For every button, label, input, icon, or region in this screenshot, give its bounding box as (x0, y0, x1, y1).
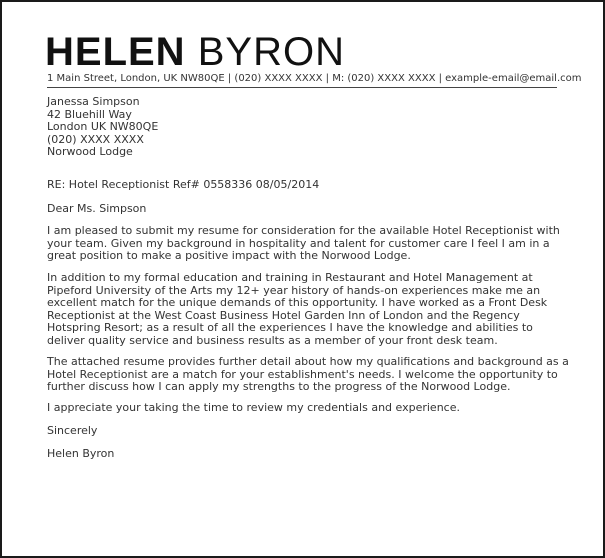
paragraph-intro: I am pleased to submit my resume for consideration for the available Hotel Receptionist with your team. Given my background in hospitality and talent for customer care I feel I am in a great position to make a positive impact with the Norwood Lodge. (47, 224, 560, 262)
subject-line: RE: Hotel Receptionist Ref# 0558336 08/05/2014 (47, 178, 320, 191)
closing: Sincerely (47, 424, 98, 437)
signature: Helen Byron (47, 447, 115, 460)
paragraph-thanks: I appreciate your taking the time to review my credentials and experience. (47, 401, 460, 414)
applicant-name (45, 30, 345, 74)
recipient-street: 42 Bluehill Way (47, 107, 132, 121)
recipient-company: Norwood Lodge (47, 145, 133, 158)
contact-line: 1 Main Street, London, UK NW80QE | (020) XXXX XXXX | M: (020) XXXX XXXX | example-email@email.com (47, 73, 582, 84)
recipient-name: Janessa Simpson (47, 95, 140, 108)
recipient-city: London UK NW80QE (47, 120, 159, 133)
recipient-address (47, 96, 572, 159)
paragraph-experience: In addition to my formal education and training in Restaurant and Hotel Management at Pipeford University of the Arts my 12+ year history of hands-on experiences make me an excellent match for the unique demands of this opportunity. I have worked as a Front Desk Receptionist at the West Coast Business Hotel Garden Inn of London and the Regency Hotspring Resort; as a result of all the experiences I have the knowledge and abilities to deliver quality service and business results as a member of your front desk team. (47, 271, 548, 347)
salutation: Dear Ms. Simpson (47, 202, 147, 215)
last-name: BYRON (197, 30, 345, 74)
first-name: HELEN (45, 30, 186, 74)
header-divider (47, 87, 557, 88)
recipient-phone: (020) XXXX XXXX (47, 132, 144, 146)
paragraph-resume: The attached resume provides further detail about how my qualifications and background as a Hotel Receptionist are a match for your establishment's needs. I welcome the opportunity to further discuss how I can apply my strengths to the progress of the Norwood Lodge. (47, 355, 569, 393)
